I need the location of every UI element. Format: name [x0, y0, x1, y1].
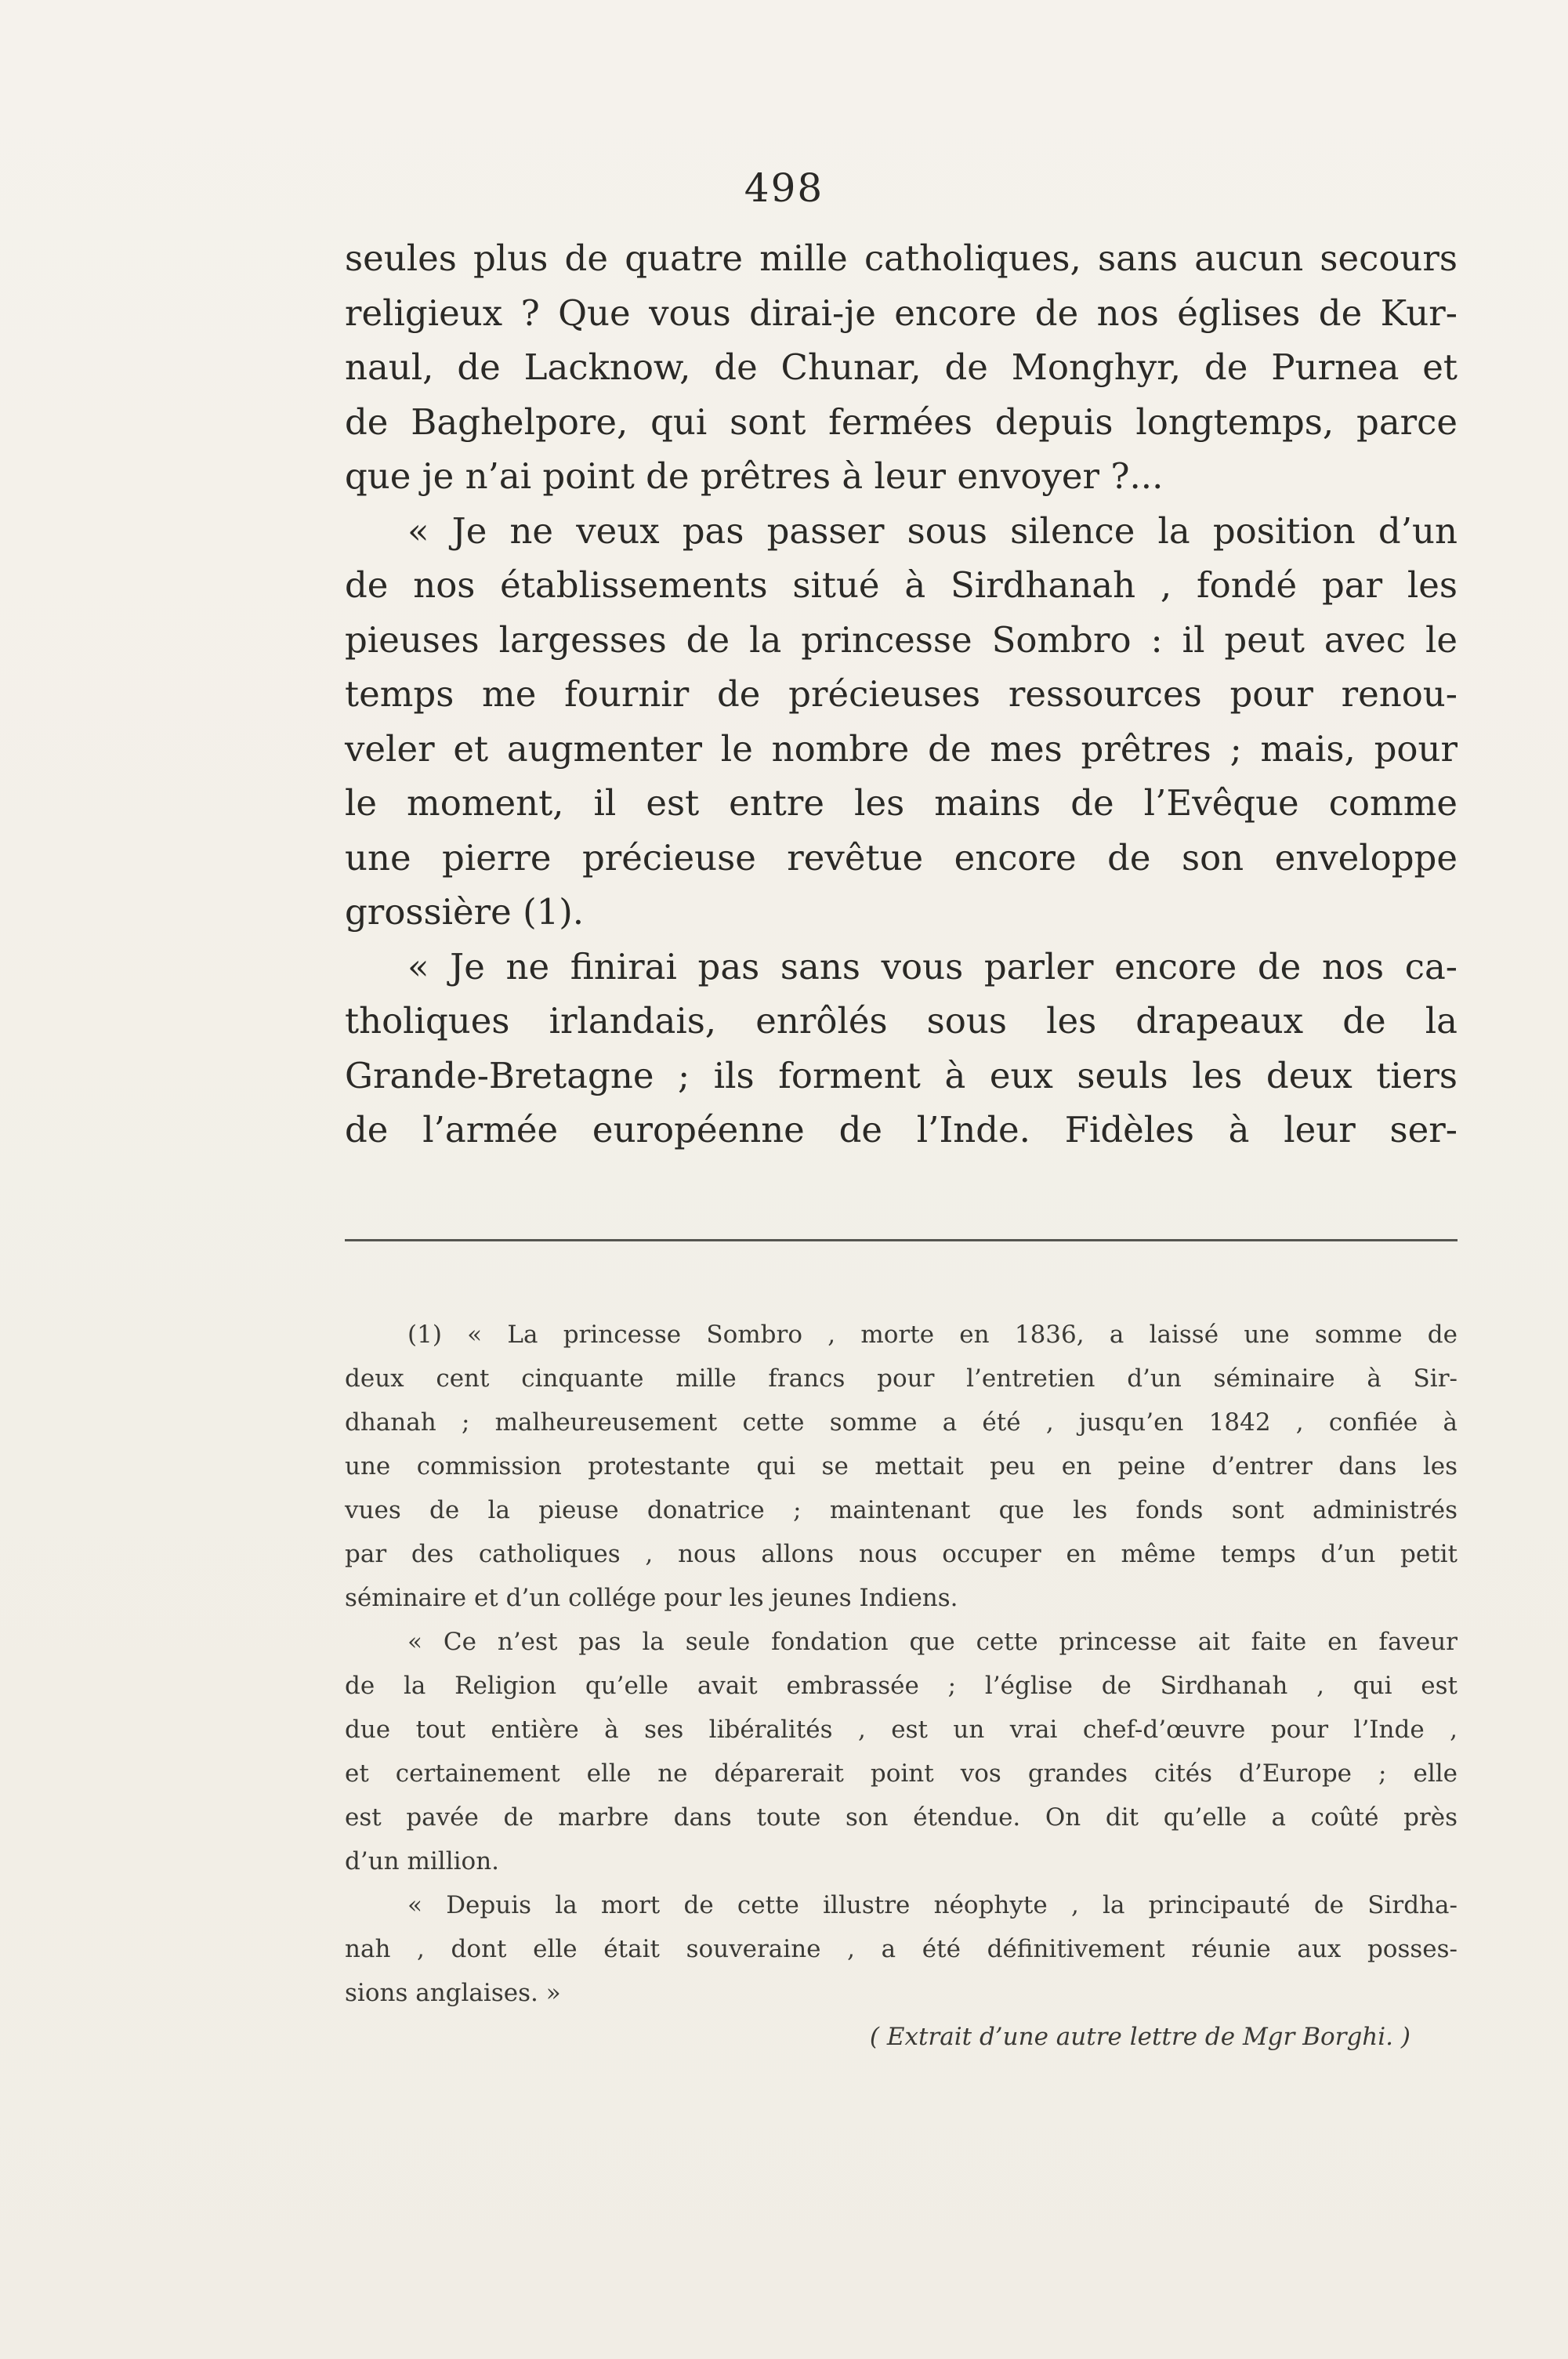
footnote-line: est pavée de marbre dans toute son étendue. On dit qu’elle a coûté près	[345, 1803, 1458, 1832]
footnote-line: par des catholiques , nous allons nous occuper en même temps d’un petit	[345, 1540, 1458, 1568]
text-line: « Je ne finirai pas sans vous parler encore de nos ca-	[407, 945, 1458, 987]
text-line: religieux ? Que vous dirai-je encore de nos églises de Kur-	[345, 292, 1458, 334]
text-line: Grande-Bretagne ; ils forment à eux seuls les deux tiers	[345, 1054, 1458, 1096]
text-line: « Je ne veux pas passer sous silence la position d’un	[407, 509, 1458, 552]
text-line: de Baghelpore, qui sont fermées depuis longtemps, parce	[345, 400, 1458, 443]
footnote-paragraph	[345, 1313, 1458, 1620]
text-line: seules plus de quatre mille catholiques, sans aucun secours	[345, 237, 1458, 279]
footnote-paragraph	[345, 1620, 1458, 1883]
footnote-line: sions anglaises. »	[345, 1979, 561, 2007]
text-line: temps me fournir de précieuses ressources pour renou-	[345, 673, 1458, 715]
page-number: 498	[744, 165, 824, 211]
text-line: veler et augmenter le nombre de mes prêtres ; mais, pour	[345, 727, 1458, 770]
text-line: que je n’ai point de prêtres à leur envoyer ?...	[345, 455, 1164, 497]
text-line: naul, de Lacknow, de Chunar, de Monghyr, de Purnea et	[345, 346, 1458, 388]
text-line: le moment, il est entre les mains de l’Evêque comme	[345, 782, 1458, 824]
text-line: pieuses largesses de la princesse Sombro : il peut avec le	[345, 618, 1458, 661]
text-line: de nos établissements situé à Sirdhanah , fondé par les	[345, 564, 1458, 606]
text-line: tholiques irlandais, enrôlés sous les drapeaux de la	[345, 1000, 1458, 1042]
text-line: une pierre précieuse revêtue encore de son enveloppe	[345, 836, 1458, 879]
footnote-source: ( Extrait d’une autre lettre de Mgr Borghi. )	[869, 2023, 1410, 2051]
footnotes	[345, 1313, 1458, 2059]
footnote-line: due tout entière à ses libéralités , est un vrai chef-d’œuvre pour l’Inde ,	[345, 1716, 1458, 1744]
footnote-line: de la Religion qu’elle avait embrassée ; l’église de Sirdhanah , qui est	[345, 1672, 1458, 1700]
footnote-line: deux cent cinquante mille francs pour l’entretien d’un séminaire à Sir-	[345, 1364, 1458, 1393]
footnote-line: séminaire et d’un collége pour les jeunes Indiens.	[345, 1584, 958, 1612]
footnote-separator	[345, 1239, 1458, 1241]
paragraph	[345, 504, 1458, 940]
text-line: grossière (1).	[345, 891, 585, 933]
footnote-line: d’un million.	[345, 1847, 500, 1875]
footnote-line: et certainement elle ne déparerait point vos grandes cités d’Europe ; elle	[345, 1759, 1458, 1788]
footnote-line: « Ce n’est pas la seule fondation que cette princesse ait faite en faveur	[407, 1628, 1458, 1656]
text-line: de l’armée européenne de l’Inde. Fidèles à leur ser-	[345, 1109, 1458, 1151]
footnote-line: une commission protestante qui se mettait peu en peine d’entrer dans les	[345, 1452, 1458, 1480]
footnote-line: « Depuis la mort de cette illustre néophyte , la principauté de Sirdha-	[407, 1891, 1458, 1919]
footnote-paragraph	[345, 1883, 1458, 2015]
paragraph	[345, 231, 1458, 504]
main-text	[345, 231, 1458, 1158]
footnote-line: dhanah ; malheureusement cette somme a été , jusqu’en 1842 , confiée à	[345, 1408, 1458, 1437]
footnote-line: vues de la pieuse donatrice ; maintenant que les fonds sont administrés	[345, 1496, 1458, 1524]
footnote-line: (1) « La princesse Sombro , morte en 1836, a laissé une somme de	[407, 1321, 1458, 1349]
footnote-line: nah , dont elle était souveraine , a été définitivement réunie aux posses-	[345, 1935, 1458, 1963]
paragraph	[345, 940, 1458, 1158]
